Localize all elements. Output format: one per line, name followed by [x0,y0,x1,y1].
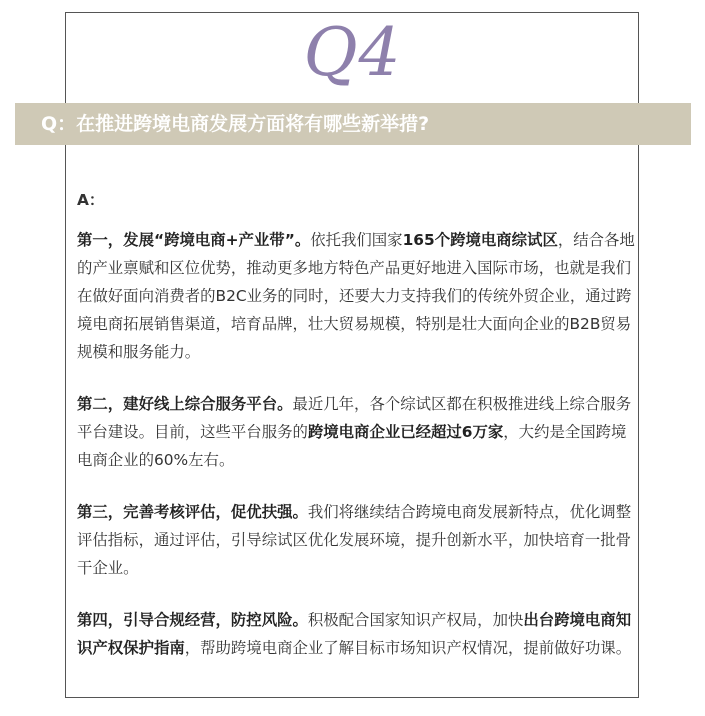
paragraph-1-heading: 第一，发展“跨境电商+产业带”。 [77,231,311,249]
answer-label: A： [77,191,105,209]
answer-paragraph-2 [77,390,635,474]
paragraph-1-highlight: 165个跨境电商综试区 [402,231,558,249]
answer-body [77,186,635,662]
paragraph-3-text: 我们将继续结合跨境电商发展新特点，优化调整评估指标，通过评估，引导综试区优化发展环境，提升创新水平，加快培育一批骨干企业。 [77,503,632,577]
page-title: Q4 [303,14,402,91]
answer-paragraph-4 [77,606,635,662]
paragraph-4-highlight: 出台跨境电商知识产权保护指南 [77,611,632,657]
paragraph-2-heading: 第二，建好线上综合服务平台。 [77,395,293,413]
answer-paragraph-1 [77,226,635,366]
paragraph-1-text-continued: ，结合各地的产业禀赋和区位优势，推动更多地方特色产品更好地进入国际市场，也就是我们在做好面向消费者的B2C业务的同时，还要大力支持我们的传统外贸企业，通过跨境电商拓展销售渠道，培育品牌，壮大贸易规模，特别是壮大面向企业的B2B贸易规模和服务能力。 [77,231,635,361]
answer-paragraph-3 [77,498,635,582]
paragraph-4-text-continued: ，帮助跨境电商企业了解目标市场知识产权情况，提前做好功课。 [184,639,632,657]
paragraph-1-text: 依托我们国家 [310,231,403,249]
question-banner [15,103,691,145]
paragraph-2-text-continued: ，大约是全国跨境电商企业的60%左右。 [77,423,627,469]
question-text: Q：在推进跨境电商发展方面将有哪些新举措? [41,113,430,135]
paragraph-4-heading: 第四，引导合规经营，防控风险。 [77,611,308,629]
paragraph-3-heading: 第三，完善考核评估，促优扶强。 [77,503,308,521]
paragraph-2-highlight: 跨境电商企业已经超过6万家 [307,423,504,441]
paragraph-2-text: 最近几年，各个综试区都在积极推进线上综合服务平台建设。目前，这些平台服务的 [77,395,632,441]
paragraph-4-text: 积极配合国家知识产权局，加快 [307,611,524,629]
